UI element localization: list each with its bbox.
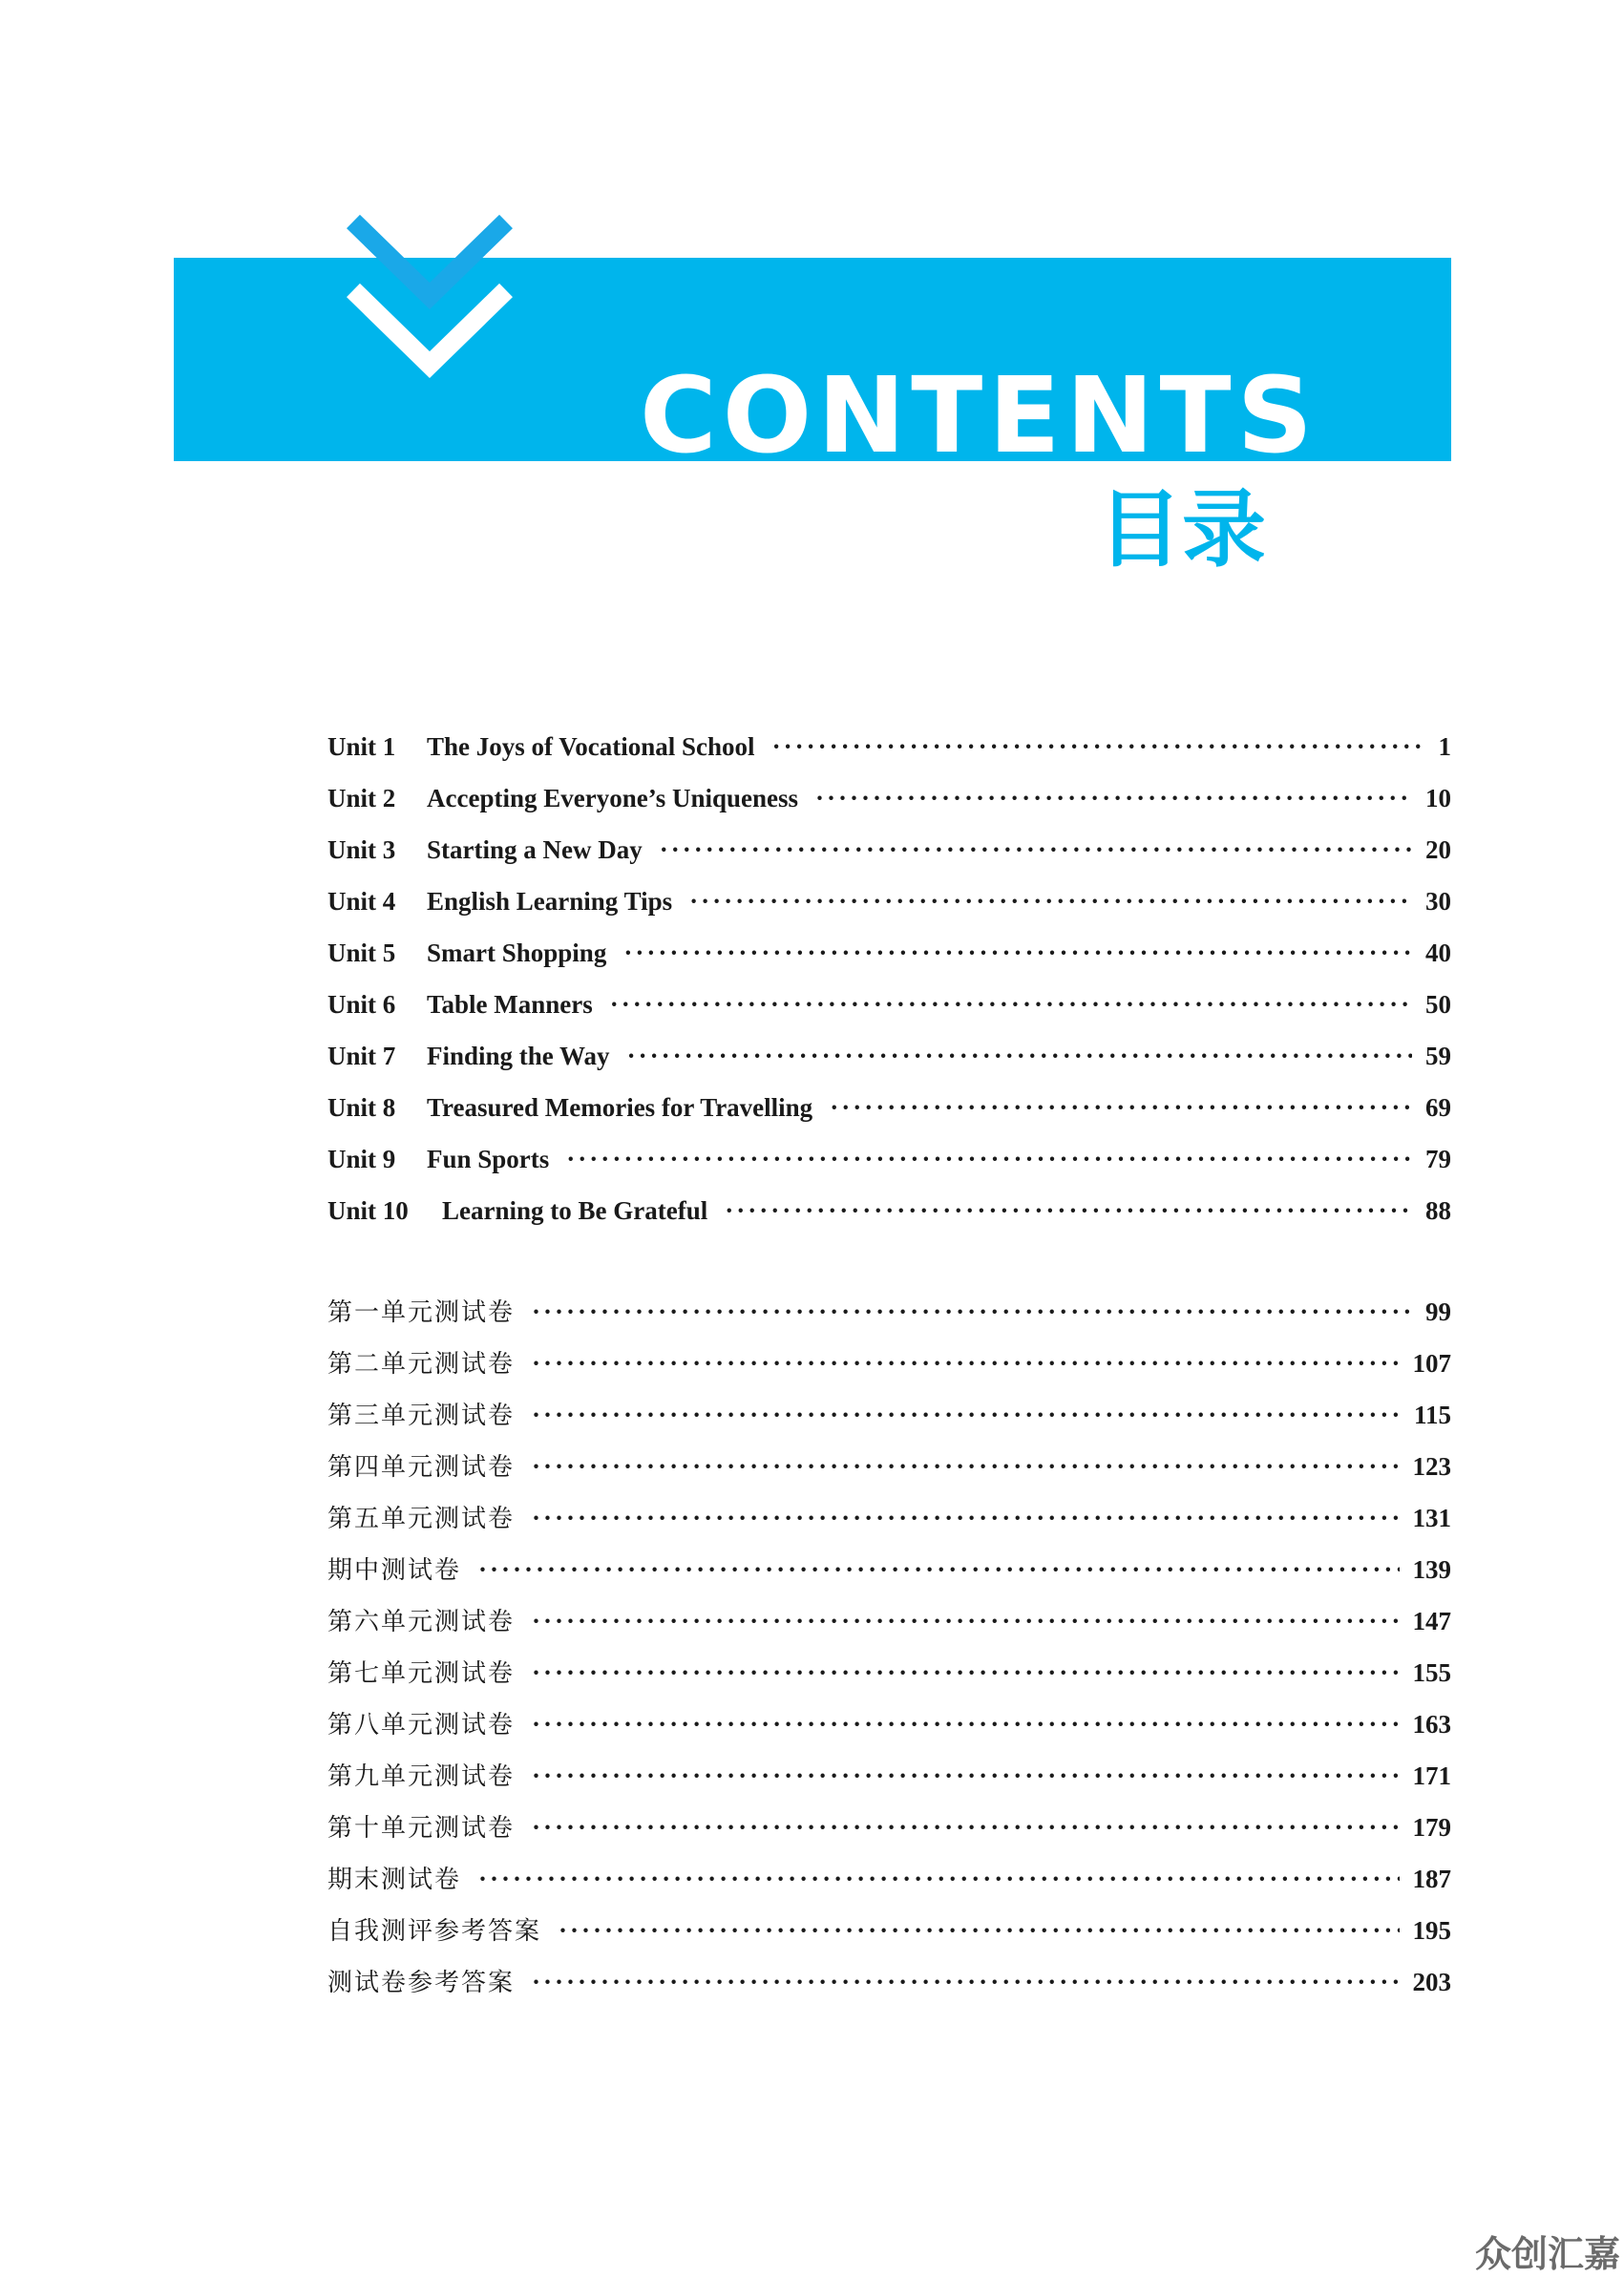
dot-leader bbox=[566, 1133, 1412, 1185]
toc-entry-test[interactable] bbox=[327, 1750, 1451, 1802]
toc-entry-answers[interactable] bbox=[327, 1905, 1451, 1956]
toc-entry-unit-1[interactable] bbox=[327, 721, 1451, 772]
page-number: 187 bbox=[1412, 1865, 1451, 1893]
dot-leader bbox=[559, 1905, 1399, 1956]
dot-leader bbox=[689, 875, 1412, 927]
test-list bbox=[327, 1286, 1451, 2008]
test-title: 第十单元测试卷 bbox=[327, 1814, 516, 1843]
toc-entry-unit-10[interactable] bbox=[327, 1185, 1451, 1236]
dot-leader bbox=[532, 1389, 1401, 1441]
toc-entry-test[interactable] bbox=[327, 1698, 1451, 1750]
page-number: 107 bbox=[1412, 1349, 1451, 1378]
dot-leader bbox=[532, 1647, 1399, 1698]
unit-number: Unit 9 bbox=[327, 1145, 396, 1173]
unit-number: Unit 3 bbox=[327, 835, 396, 864]
page-number: 20 bbox=[1425, 835, 1451, 864]
dot-leader bbox=[815, 772, 1412, 824]
unit-title: Starting a New Day bbox=[427, 835, 643, 864]
page-number: 195 bbox=[1412, 1916, 1451, 1945]
toc-entry-label bbox=[327, 1133, 549, 1185]
unit-number: Unit 4 bbox=[327, 887, 396, 916]
dot-leader bbox=[532, 1338, 1399, 1389]
page-title-chinese: 目录 bbox=[1098, 480, 1267, 579]
dot-leader bbox=[610, 979, 1412, 1030]
toc-entry-label bbox=[327, 1030, 610, 1082]
dot-leader bbox=[478, 1853, 1399, 1905]
test-title: 期中测试卷 bbox=[327, 1556, 462, 1585]
page-number: 30 bbox=[1425, 887, 1451, 916]
toc-entry-label bbox=[327, 721, 755, 772]
double-chevron-down-icon bbox=[344, 212, 516, 384]
unit-title: Smart Shopping bbox=[427, 939, 607, 967]
test-title: 第三单元测试卷 bbox=[327, 1402, 516, 1430]
dot-leader bbox=[532, 1595, 1399, 1647]
toc-entry-test[interactable] bbox=[327, 1441, 1451, 1492]
toc-entry-test[interactable] bbox=[327, 1647, 1451, 1698]
unit-list bbox=[327, 721, 1451, 1236]
dot-leader bbox=[725, 1185, 1412, 1236]
toc-entry-unit-5[interactable] bbox=[327, 927, 1451, 979]
test-title: 第七单元测试卷 bbox=[327, 1659, 516, 1688]
toc-entry-unit-3[interactable] bbox=[327, 824, 1451, 875]
toc-entry-unit-4[interactable] bbox=[327, 875, 1451, 927]
toc-entry-test[interactable] bbox=[327, 1595, 1451, 1647]
page-number: 50 bbox=[1425, 990, 1451, 1019]
toc-entry-test[interactable] bbox=[327, 1802, 1451, 1853]
unit-title: Learning to Be Grateful bbox=[442, 1196, 708, 1225]
unit-title: Treasured Memories for Travelling bbox=[427, 1093, 813, 1122]
dot-leader bbox=[532, 1750, 1399, 1802]
toc-entry-label bbox=[327, 927, 606, 979]
toc-entry-test[interactable] bbox=[327, 1338, 1451, 1389]
dot-leader bbox=[623, 927, 1412, 979]
toc-entry-label bbox=[327, 979, 593, 1030]
unit-title: English Learning Tips bbox=[427, 887, 673, 916]
page-number: 155 bbox=[1412, 1658, 1451, 1687]
dot-leader bbox=[532, 1492, 1399, 1544]
toc-entry-unit-6[interactable] bbox=[327, 979, 1451, 1030]
page-number: 99 bbox=[1425, 1297, 1451, 1326]
page-number: 147 bbox=[1412, 1607, 1451, 1635]
page-number: 40 bbox=[1425, 939, 1451, 967]
test-title: 第九单元测试卷 bbox=[327, 1762, 516, 1791]
dot-leader bbox=[532, 1441, 1399, 1492]
test-title: 第四单元测试卷 bbox=[327, 1453, 516, 1482]
unit-title: Fun Sports bbox=[427, 1145, 550, 1173]
page-number: 88 bbox=[1425, 1196, 1451, 1225]
dot-leader bbox=[627, 1030, 1412, 1082]
toc-entry-test[interactable] bbox=[327, 1544, 1451, 1595]
dot-leader bbox=[830, 1082, 1412, 1133]
unit-number: Unit 7 bbox=[327, 1042, 396, 1070]
test-title: 期末测试卷 bbox=[327, 1866, 462, 1894]
toc-entry-test[interactable] bbox=[327, 1853, 1451, 1905]
test-title: 第一单元测试卷 bbox=[327, 1298, 516, 1327]
unit-number: Unit 5 bbox=[327, 939, 396, 967]
unit-number: Unit 2 bbox=[327, 784, 396, 812]
unit-number: Unit 6 bbox=[327, 990, 396, 1019]
toc-entry-label bbox=[327, 824, 643, 875]
page-number: 163 bbox=[1412, 1710, 1451, 1739]
toc-entry-unit-9[interactable] bbox=[327, 1133, 1451, 1185]
page-number: 179 bbox=[1412, 1813, 1451, 1842]
dot-leader bbox=[660, 824, 1412, 875]
page-number: 1 bbox=[1438, 732, 1451, 761]
page-number: 69 bbox=[1425, 1093, 1451, 1122]
dot-leader bbox=[532, 1698, 1399, 1750]
dot-leader bbox=[478, 1544, 1399, 1595]
unit-title: Table Manners bbox=[427, 990, 593, 1019]
toc-entry-label bbox=[327, 1082, 812, 1133]
toc-entry-test[interactable] bbox=[327, 1492, 1451, 1544]
page-number: 123 bbox=[1412, 1452, 1451, 1481]
dot-leader bbox=[772, 721, 1425, 772]
watermark-logo: 众创汇嘉 bbox=[1474, 2233, 1620, 2275]
unit-number: Unit 10 bbox=[327, 1196, 409, 1225]
test-title: 自我测评参考答案 bbox=[327, 1917, 542, 1946]
toc-entry-test[interactable] bbox=[327, 1286, 1451, 1338]
page-number: 59 bbox=[1425, 1042, 1451, 1070]
unit-number: Unit 1 bbox=[327, 732, 396, 761]
toc-entry-unit-7[interactable] bbox=[327, 1030, 1451, 1082]
page-number: 139 bbox=[1412, 1555, 1451, 1584]
page-title: CONTENTS bbox=[640, 354, 1318, 476]
test-title: 第二单元测试卷 bbox=[327, 1350, 516, 1379]
toc-entry-unit-2[interactable] bbox=[327, 772, 1451, 824]
page-number: 10 bbox=[1425, 784, 1451, 812]
page-number: 171 bbox=[1412, 1761, 1451, 1790]
unit-title: The Joys of Vocational School bbox=[427, 732, 755, 761]
dot-leader bbox=[532, 1286, 1412, 1338]
toc-entry-label bbox=[327, 875, 672, 927]
unit-number: Unit 8 bbox=[327, 1093, 396, 1122]
test-title: 第八单元测试卷 bbox=[327, 1711, 516, 1740]
test-title: 第五单元测试卷 bbox=[327, 1505, 516, 1533]
unit-title: Accepting Everyone’s Uniqueness bbox=[427, 784, 798, 812]
test-title: 测试卷参考答案 bbox=[327, 1969, 516, 1997]
toc-entry-test[interactable] bbox=[327, 1389, 1451, 1441]
page-number: 79 bbox=[1425, 1145, 1451, 1173]
toc-entry-label bbox=[327, 772, 798, 824]
test-title: 第六单元测试卷 bbox=[327, 1608, 516, 1636]
page-number: 131 bbox=[1412, 1504, 1451, 1532]
page-number: 203 bbox=[1412, 1968, 1451, 1996]
toc-entry-unit-8[interactable] bbox=[327, 1082, 1451, 1133]
dot-leader bbox=[532, 1802, 1399, 1853]
page-number: 115 bbox=[1413, 1401, 1451, 1429]
dot-leader bbox=[532, 1956, 1399, 2008]
toc-entry-answers[interactable] bbox=[327, 1956, 1451, 2008]
toc-entry-label bbox=[327, 1185, 707, 1236]
unit-title: Finding the Way bbox=[427, 1042, 610, 1070]
